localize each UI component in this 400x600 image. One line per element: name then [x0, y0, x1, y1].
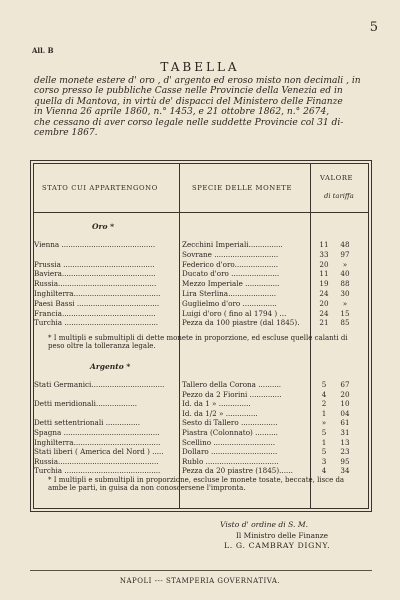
header-valore: VALORE — [320, 174, 354, 182]
value-cent-cell: 88 — [340, 279, 350, 289]
value-cent-cell: 67 — [340, 380, 350, 389]
value-cent-cell: 97 — [340, 249, 350, 259]
section-argento-title: Argento * — [90, 362, 131, 371]
coin-cell: Mezzo Imperiale ............... — [182, 279, 280, 289]
state-cell: Turchia .......................................... — [34, 466, 161, 476]
allegato-label: All. B — [32, 46, 54, 55]
argento-note: * I multipli e submultipli in proporzione, escluse le monete tosate, beccate, lisce da ambe le parti, in guisa da non conoscersene l'impronta. — [48, 476, 345, 493]
coin-cell: Dollaro ............................. — [182, 447, 278, 457]
state-cell: Detti settentrionali ............... — [34, 418, 140, 428]
printer-footer: NAPOLI --- STAMPERIA GOVERNATIVA. — [119, 577, 281, 585]
oro-note: * I multipli e submultipli di dette monete in proporzione, ed escluse quelle calanti di peso oltre la tolleranza legale. — [48, 334, 348, 351]
value-main-cell: 4 — [321, 466, 327, 476]
coin-cell: Scellino ........................... — [182, 437, 276, 447]
value-cent-cell: 40 — [340, 269, 350, 279]
table-row — [34, 390, 368, 399]
ministro-line: Il Ministro delle Finanze — [236, 531, 329, 540]
value-main-cell: 20 — [319, 259, 329, 269]
coin-cell: Pezzo da 2 Fiorini .............. — [182, 389, 282, 399]
value-cent-cell: 85 — [340, 318, 350, 328]
value-main-cell: 5 — [321, 428, 327, 437]
value-main-cell: 24 — [319, 289, 329, 298]
value-cent-cell: 23 — [340, 447, 350, 457]
coin-cell: Guglielmo d'oro ............... — [182, 298, 277, 308]
intro-paragraph — [34, 76, 374, 138]
value-cent-cell: 04 — [340, 408, 350, 418]
value-cent-cell: 30 — [340, 289, 350, 298]
table-row — [34, 447, 368, 456]
table-row — [34, 438, 368, 447]
table-row — [34, 457, 368, 466]
state-cell: Inghilterra...................................... — [34, 437, 161, 447]
state-cell: Inghilterra...................................... — [34, 289, 161, 298]
table-row — [34, 380, 368, 389]
coin-cell: Lira Sterlina..................... — [182, 289, 277, 298]
value-cent-cell: 61 — [340, 418, 350, 428]
table-row — [34, 289, 368, 298]
value-main-cell: 3 — [321, 456, 327, 466]
table-row — [34, 428, 368, 437]
coin-cell: Piastra (Colonnato) .......... — [182, 428, 278, 437]
intro-line: corso presso le pubbliche Casse nelle Provincie della Venezia ed in — [34, 86, 343, 97]
table-row — [34, 418, 368, 427]
intro-line: che cessano di aver corso legale nelle suddette Provincie col 31 di- — [34, 117, 344, 128]
table-row — [34, 466, 368, 475]
value-main-cell: 24 — [319, 308, 329, 318]
value-main-cell: 20 — [319, 298, 329, 308]
table-row — [34, 269, 368, 278]
header-divider — [34, 212, 368, 213]
state-cell: Turchia ......................................... — [34, 318, 159, 328]
table-row — [34, 309, 368, 318]
page-number: 5 — [369, 20, 378, 35]
value-cent-cell: 95 — [340, 456, 350, 466]
value-main-cell: 4 — [321, 389, 327, 399]
value-cent-cell: 13 — [340, 437, 350, 447]
value-cent-cell: 15 — [340, 308, 350, 318]
table-inner-frame — [33, 163, 369, 509]
state-cell: Russia........................................... — [34, 279, 157, 289]
visto-line: Visto d' ordine di S. M. — [220, 520, 309, 529]
coin-cell: Ducato d'oro ..................... — [182, 269, 280, 279]
value-main-cell: 2 — [321, 399, 327, 409]
value-main-cell: 1 — [321, 408, 327, 418]
coin-cell: Luigi d'oro ( fino al 1794 ) ... — [182, 308, 287, 318]
table-row — [34, 299, 368, 308]
intro-line: quella di Mantova, in virtù de' dispacci del Ministero delle Finanze — [34, 96, 343, 107]
coin-cell: Sesto di Tallero ................ — [182, 418, 278, 428]
value-main-cell: 11 — [319, 269, 329, 279]
table-row — [34, 240, 368, 249]
value-cent-cell: 34 — [340, 466, 350, 476]
coin-cell: Sovrane ............................ — [182, 249, 279, 259]
value-cent-cell: 20 — [340, 389, 350, 399]
value-cent-cell: » — [342, 298, 348, 308]
intro-line: in Vienna 26 aprile 1860, n.° 1453, e 21 ottobre 1862, n.° 2674, — [34, 107, 330, 118]
table-row — [34, 260, 368, 269]
state-cell: Stati Germanici................................ — [34, 380, 165, 389]
section-oro-title: Oro * — [92, 222, 115, 231]
value-main-cell: 19 — [319, 279, 329, 289]
state-cell: Francia......................................... — [34, 308, 156, 318]
value-cent-cell: 48 — [340, 240, 350, 249]
coins-table — [30, 160, 372, 512]
value-cent-cell: 31 — [340, 428, 350, 437]
table-row — [34, 250, 368, 259]
coin-cell: Rublo ................................ — [182, 456, 279, 466]
header-specie: SPECIE DELLE MONETE — [192, 184, 293, 192]
coin-cell: Tallero della Corona .......... — [182, 380, 282, 389]
value-main-cell: 1 — [321, 437, 327, 447]
coin-cell: Id. da 1 » .............. — [182, 399, 251, 409]
state-cell: Prussia ........................................ — [34, 259, 155, 269]
table-row — [34, 409, 368, 418]
value-main-cell: 5 — [321, 380, 327, 389]
table-row — [34, 399, 368, 408]
value-main-cell: 33 — [319, 249, 329, 259]
state-cell: Spagna .......................................... — [34, 428, 160, 437]
state-cell: Stati liberi ( America del Nord ) ..... — [34, 447, 164, 457]
value-main-cell: 5 — [321, 447, 327, 457]
intro-line: cembre 1867. — [34, 128, 98, 139]
state-cell: Paesi Bassi .................................... — [34, 298, 160, 308]
value-cent-cell: 10 — [340, 399, 350, 409]
table-row — [34, 279, 368, 288]
value-main-cell: 21 — [319, 318, 329, 328]
state-cell: Vienna ......................................... — [34, 240, 156, 249]
value-cent-cell: » — [342, 259, 348, 269]
document-title: TABELLA — [160, 60, 240, 74]
value-main-cell: 11 — [319, 240, 329, 249]
state-cell: Detti meridionali.................. — [34, 399, 138, 409]
state-cell: Russia............................................ — [34, 456, 159, 466]
footer-rule — [30, 570, 372, 571]
coin-cell: Zecchini Imperiali............... — [182, 240, 283, 249]
signature-name: L. G. CAMBRAY DIGNY. — [224, 541, 331, 550]
intro-line: delle monete estere d' oro , d' argento ed eroso misto non decimali , in — [34, 76, 361, 86]
value-main-cell: » — [321, 418, 327, 428]
header-tariffa: di tariffa — [324, 192, 354, 200]
state-cell: Baviera......................................... — [34, 269, 156, 279]
table-row — [34, 318, 368, 327]
coin-cell: Federico d'oro................... — [182, 259, 279, 269]
coin-cell: Id. da 1/2 » .............. — [182, 408, 258, 418]
header-stato: STATO CUI APPARTENGONO — [42, 184, 158, 192]
coin-cell: Pezza da 20 piastre (1845)...... — [182, 466, 293, 476]
coin-cell: Pezza da 100 piastre (dal 1845). — [182, 318, 300, 328]
